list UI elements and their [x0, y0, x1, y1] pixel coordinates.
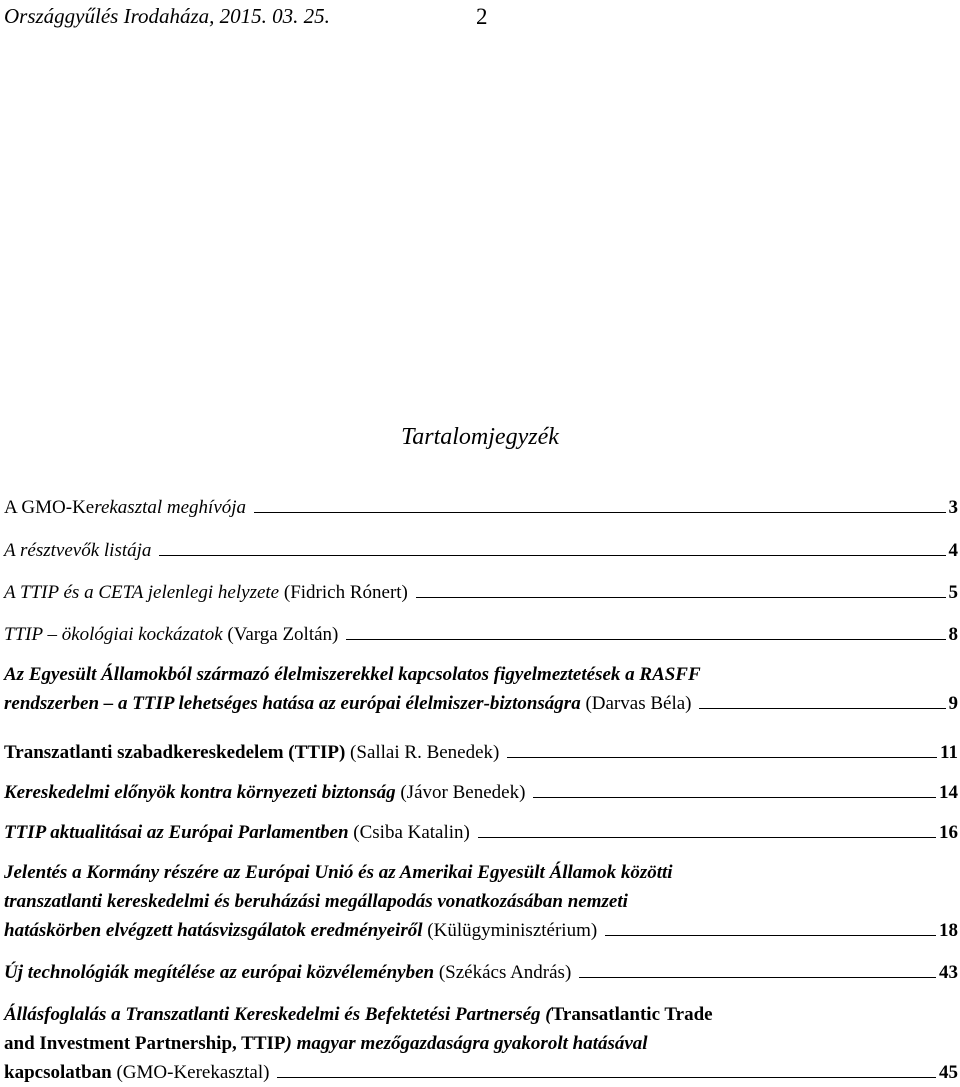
toc-text-segment: TTIP aktualitásai az Európai Parlamentben — [4, 822, 349, 843]
toc-entry-line — [4, 660, 958, 689]
toc-page-number: 9 — [948, 693, 958, 714]
toc-entry[interactable] — [4, 818, 958, 847]
toc-entry-text — [4, 818, 470, 847]
toc-leader-line — [533, 797, 936, 798]
toc-text-segment: (GMO-Kerekasztal) — [111, 1062, 270, 1083]
toc-leader-line — [478, 837, 936, 838]
toc-entry-text — [4, 958, 571, 987]
toc-text-segment: (Varga Zoltán) — [222, 624, 339, 645]
toc-page-number: 8 — [948, 624, 958, 645]
toc-entry[interactable] — [4, 1000, 958, 1087]
toc-entry-text — [4, 493, 246, 522]
toc-leader-line — [277, 1077, 936, 1078]
toc-text-segment: (Jávor Benedek) — [395, 782, 526, 803]
toc-entry-line — [4, 493, 958, 522]
toc-leader-line — [254, 512, 945, 513]
toc-leader-line — [605, 935, 936, 936]
toc-entry-line — [4, 738, 958, 767]
toc-entry-text — [4, 738, 499, 767]
toc-page-number: 45 — [939, 1062, 958, 1083]
toc-page-number: 16 — [939, 822, 958, 843]
toc-leader-line — [346, 639, 945, 640]
toc-text-segment: kapcsolatban — [4, 1062, 112, 1083]
toc-entry-text — [4, 1029, 648, 1058]
toc-text-segment: A TTIP és a CETA jelenlegi helyzete — [4, 582, 280, 603]
toc-text-segment: Transatlantic Trade — [551, 1004, 713, 1025]
toc-text-segment: Az Egyesült Államokból származó élelmiszerekkel kapcsolatos figyelmeztetések a RASFF — [4, 664, 701, 685]
page-number: 2 — [476, 4, 488, 29]
toc-entry[interactable] — [4, 778, 958, 807]
toc-text-segment: rekasztal meghívója — [94, 497, 247, 518]
toc-text-segment: Kereskedelmi előnyök kontra környezeti biztonság — [4, 782, 396, 803]
toc-entry[interactable] — [4, 958, 958, 987]
toc-text-segment: Transzatlanti szabadkereskedelem (TTIP) — [4, 742, 346, 763]
toc-entry-line — [4, 536, 958, 565]
toc-text-segment: TTIP – ökológiai kockázatok — [4, 624, 223, 645]
toc-leader-line — [699, 708, 945, 709]
toc-entry[interactable] — [4, 493, 958, 522]
toc-entry-text — [4, 1058, 269, 1087]
toc-leader-line — [507, 757, 937, 758]
toc-text-segment: transzatlanti kereskedelmi és beruházási megállapodás vonatkozásában nemzeti — [4, 891, 628, 912]
toc-entry-line — [4, 689, 958, 718]
toc-entry-line — [4, 1000, 958, 1029]
toc-entry[interactable] — [4, 536, 958, 565]
toc-entry-text — [4, 660, 701, 689]
toc-page-number: 3 — [948, 497, 958, 518]
toc-entry-line — [4, 620, 958, 649]
toc-text-segment: rendszerben – a TTIP lehetséges hatása az európai élelmiszer-biztonságra — [4, 693, 581, 714]
toc-text-segment: and Investment Partnership, TTIP — [4, 1033, 286, 1054]
toc-entry-text — [4, 578, 408, 607]
toc-entry-text — [4, 887, 628, 916]
toc-entry[interactable] — [4, 738, 958, 767]
toc-entry-line — [4, 578, 958, 607]
toc-page-number: 43 — [939, 962, 958, 983]
toc-entry-line — [4, 778, 958, 807]
toc-entry-line — [4, 858, 958, 887]
toc-leader-line — [579, 977, 936, 978]
toc-page-number: 18 — [939, 920, 958, 941]
toc-page-number: 4 — [948, 540, 958, 561]
toc-entry-line — [4, 958, 958, 987]
toc-entry-text — [4, 1000, 713, 1029]
toc-text-segment: (Külügyminisztérium) — [422, 920, 598, 941]
toc-entry[interactable] — [4, 660, 958, 718]
toc-entry-line — [4, 1058, 958, 1087]
toc-entry-text — [4, 858, 673, 887]
toc-text-segment: A résztvevők listája — [4, 540, 152, 561]
toc-entry-text — [4, 778, 525, 807]
toc-text-segment: Jelentés a Kormány részére az Európai Unió és az Amerikai Egyesült Államok közötti — [4, 862, 673, 883]
toc-entry-text — [4, 689, 691, 718]
document-header — [4, 4, 330, 29]
toc-title: Tartalomjegyzék — [401, 424, 559, 450]
toc-entry-line — [4, 916, 958, 945]
toc-entry-text — [4, 916, 597, 945]
toc-text-segment: (Fidrich Rónert) — [279, 582, 408, 603]
toc-text-segment: (Sallai R. Benedek) — [345, 742, 500, 763]
toc-text-segment: (Darvas Béla) — [580, 693, 692, 714]
toc-text-segment: A GMO-Ke — [4, 497, 95, 518]
toc-text-segment: ) magyar mezőgazdaságra gyakorolt hatásával — [285, 1033, 648, 1054]
toc-entry-line — [4, 1029, 958, 1058]
toc-leader-line — [159, 555, 945, 556]
toc-entry-text — [4, 620, 338, 649]
toc-text-segment: (Csiba Katalin) — [348, 822, 470, 843]
toc-entry-line — [4, 818, 958, 847]
toc-text-segment: hatáskörben elvégzett hatásvizsgálatok eredményeiről — [4, 920, 423, 941]
header-source: Országgyűlés Irodaháza, 2015. 03. 25. — [4, 4, 330, 28]
toc-entry-line — [4, 887, 958, 916]
toc-text-segment: Új technológiák megítélése az európai közvéleményben — [4, 962, 435, 983]
toc-text-segment: (Székács András) — [434, 962, 572, 983]
toc-entry[interactable] — [4, 858, 958, 945]
toc-page-number: 14 — [939, 782, 958, 803]
toc-leader-line — [416, 597, 946, 598]
toc-page-number: 11 — [940, 742, 958, 763]
toc-entry[interactable] — [4, 578, 958, 607]
toc-text-segment: Állásfoglalás a Transzatlanti Kereskedelmi és Befektetési Partnerség ( — [4, 1004, 552, 1025]
toc-entry[interactable] — [4, 620, 958, 649]
toc-entry-text — [4, 536, 151, 565]
toc-page-number: 5 — [948, 582, 958, 603]
